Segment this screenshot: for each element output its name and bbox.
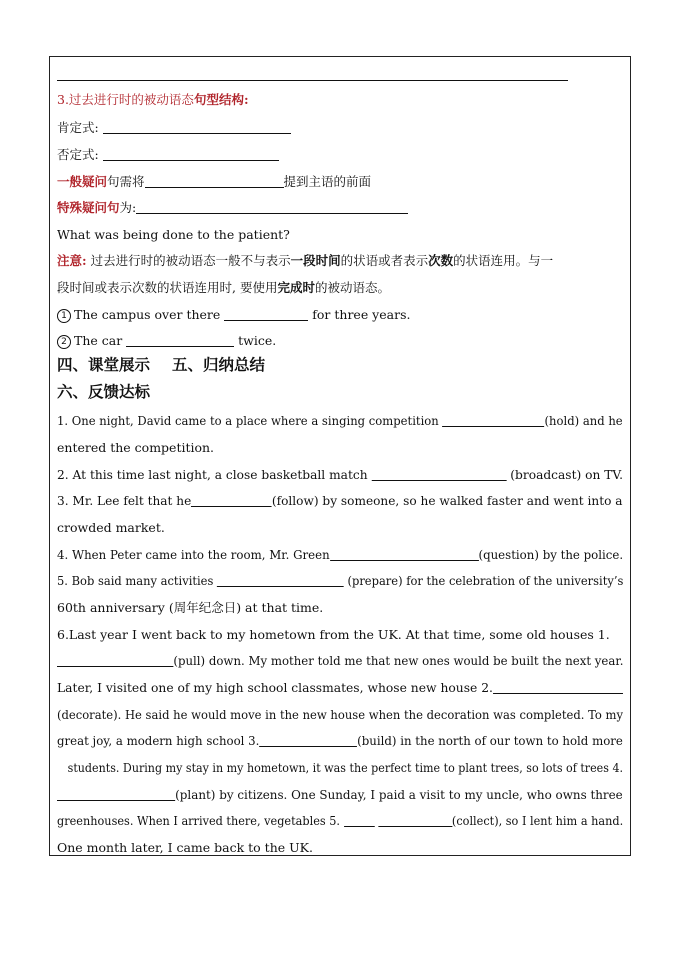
affirmative-line: 肯定式: [57, 120, 291, 136]
q6-blank-5b[interactable] [378, 813, 452, 827]
example-1-blank[interactable] [224, 307, 308, 321]
general-question-line: 一般疑问句需将 提到主语的前面 [57, 174, 372, 189]
q6-line-3: Later, I visited one of my high school classmates, whose new house 2. [57, 680, 623, 696]
q6-blank-5a[interactable] [344, 813, 375, 827]
section-6-title: 六、反馈达标 [57, 383, 151, 401]
q3-line-1: 3. Mr. Lee felt that he (follow) by someone, so he walked faster and went into a [57, 493, 623, 508]
q6-line-5: great joy, a modern high school 3. (build) in the north of our town to hold more [57, 733, 623, 748]
q6-line-2: (pull) down. My mother told me that new ones would be built the next year. [57, 653, 623, 669]
q6-line-6: students. During my stay in my hometown, it was the perfect time to plant trees, so lots of trees 4. [67, 760, 624, 775]
section-5-title: 五、归纳总结 [172, 356, 266, 374]
q5-blank[interactable] [217, 573, 344, 587]
negative-blank[interactable] [103, 147, 279, 161]
section-heading-4-5 [57, 357, 265, 373]
q5-line-1: 5. Bob said many activities (prepare) for the celebration of the university’s [57, 573, 624, 588]
note-line-1: 注意: 过去进行时的被动语态一般不与表示一段时间的状语或者表示次数的状语连用。与一 [57, 253, 554, 268]
q1-blank[interactable] [442, 413, 544, 427]
grammar-title: 3.过去进行时的被动语态句型结构: [57, 92, 249, 107]
q2-line: 2. At this time last night, a close basketball match (broadcast) on TV. [57, 467, 623, 482]
circled-number-2: 2 [57, 335, 71, 349]
q6-blank-1[interactable] [57, 653, 173, 667]
q6-blank-4[interactable] [57, 787, 175, 801]
negative-line: 否定式: [57, 147, 279, 163]
special-question-line: 特殊疑问句为: [57, 200, 408, 216]
q4-line: 4. When Peter came into the room, Mr. Green (question) by the police. [57, 547, 624, 562]
note-line-2: 段时间或表示次数的状语连用时, 要使用完成时的被动语态。 [57, 280, 390, 295]
example-2: 2 The car twice. [57, 333, 276, 349]
example-1: 1 The campus over there for three years. [57, 307, 410, 323]
q2-blank[interactable] [371, 467, 506, 481]
circled-number-1: 1 [57, 309, 71, 323]
example-question: What was being done to the patient? [57, 227, 290, 242]
q3-blank[interactable] [191, 493, 272, 507]
q1-line-2: entered the competition. [57, 440, 215, 455]
example-2-blank[interactable] [126, 333, 234, 347]
q6-blank-3[interactable] [259, 733, 357, 747]
q1-line-1: 1. One night, David came to a place where a singing competition (hold) and he [57, 413, 623, 428]
q6-line-7: (plant) by citizens. One Sunday, I paid a visit to my uncle, who owns three [57, 787, 623, 803]
q3-line-2: crowded market. [57, 520, 165, 535]
q6-blank-2[interactable] [493, 680, 623, 694]
affirmative-blank[interactable] [103, 120, 291, 134]
q5-line-2: 60th anniversary (周年纪念日) at that time. [57, 600, 324, 615]
q6-line-8: greenhouses. When I arrived there, vegetables 5. (collect), so I lent him a hand. [57, 813, 624, 828]
answer-line-top [57, 80, 568, 81]
general-question-blank[interactable] [145, 174, 284, 188]
q6-line-4: (decorate). He said he would move in the new house when the decoration was completed. To my [57, 707, 624, 722]
q4-blank[interactable] [330, 547, 479, 561]
q6-line-1: 6.Last year I went back to my hometown from the UK. At that time, some old houses 1. [57, 627, 610, 642]
special-question-blank[interactable] [136, 200, 408, 214]
q6-line-9: One month later, I came back to the UK. [57, 840, 313, 855]
section-4-title: 四、课堂展示 [57, 356, 151, 374]
